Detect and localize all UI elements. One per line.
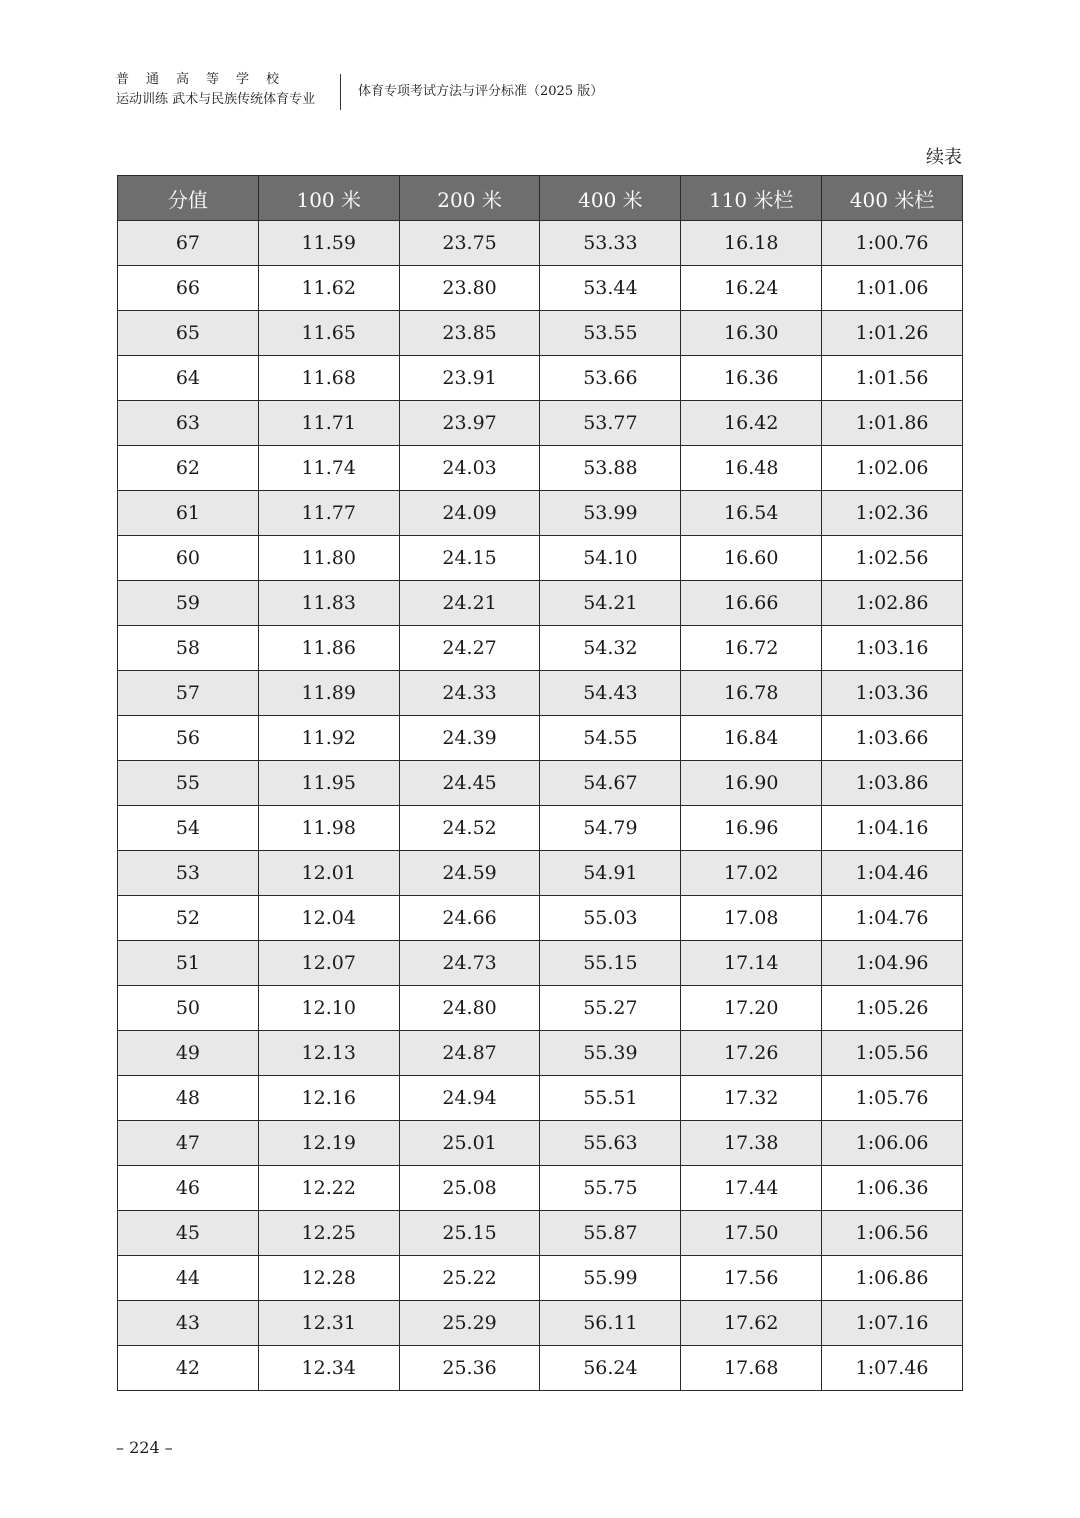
time-cell: 17.02 [681, 851, 822, 896]
time-cell: 17.56 [681, 1256, 822, 1301]
time-cell: 1:01.86 [822, 401, 963, 446]
continued-label: 续表 [926, 147, 962, 168]
time-cell: 1:03.86 [822, 761, 963, 806]
score-cell: 48 [118, 1076, 259, 1121]
score-cell: 56 [118, 716, 259, 761]
time-cell: 23.97 [399, 401, 540, 446]
time-cell: 16.54 [681, 491, 822, 536]
table-row [118, 1166, 963, 1211]
time-cell: 1:00.76 [822, 221, 963, 266]
table-row [118, 716, 963, 761]
table-row [118, 491, 963, 536]
score-cell: 62 [118, 446, 259, 491]
time-cell: 17.68 [681, 1346, 822, 1391]
time-cell: 16.66 [681, 581, 822, 626]
score-cell: 65 [118, 311, 259, 356]
time-cell: 53.33 [540, 221, 681, 266]
score-cell: 59 [118, 581, 259, 626]
time-cell: 12.13 [258, 1031, 399, 1076]
time-cell: 53.55 [540, 311, 681, 356]
time-cell: 1:02.86 [822, 581, 963, 626]
header-title: 体育专项考试方法与评分标准（2025 版） [358, 84, 604, 99]
time-cell: 16.72 [681, 626, 822, 671]
time-cell: 12.22 [258, 1166, 399, 1211]
time-cell: 11.98 [258, 806, 399, 851]
time-cell: 1:05.76 [822, 1076, 963, 1121]
time-cell: 11.92 [258, 716, 399, 761]
time-cell: 12.31 [258, 1301, 399, 1346]
score-cell: 42 [118, 1346, 259, 1391]
time-cell: 1:02.56 [822, 536, 963, 581]
time-cell: 12.34 [258, 1346, 399, 1391]
time-cell: 54.67 [540, 761, 681, 806]
time-cell: 12.10 [258, 986, 399, 1031]
time-cell: 16.30 [681, 311, 822, 356]
time-cell: 12.19 [258, 1121, 399, 1166]
time-cell: 24.21 [399, 581, 540, 626]
time-cell: 17.50 [681, 1211, 822, 1256]
time-cell: 24.73 [399, 941, 540, 986]
time-cell: 23.80 [399, 266, 540, 311]
time-cell: 55.15 [540, 941, 681, 986]
time-cell: 11.77 [258, 491, 399, 536]
time-cell: 23.91 [399, 356, 540, 401]
time-cell: 24.39 [399, 716, 540, 761]
header-line-2: 运动训练 武术与民族传统体育专业 [116, 92, 316, 107]
time-cell: 11.59 [258, 221, 399, 266]
time-cell: 24.80 [399, 986, 540, 1031]
table-row [118, 1121, 963, 1166]
time-cell: 24.27 [399, 626, 540, 671]
time-cell: 16.84 [681, 716, 822, 761]
time-cell: 12.16 [258, 1076, 399, 1121]
time-cell: 12.25 [258, 1211, 399, 1256]
time-cell: 55.63 [540, 1121, 681, 1166]
score-cell: 63 [118, 401, 259, 446]
table-row [118, 1076, 963, 1121]
time-cell: 1:03.66 [822, 716, 963, 761]
score-cell: 45 [118, 1211, 259, 1256]
time-cell: 25.01 [399, 1121, 540, 1166]
time-cell: 11.71 [258, 401, 399, 446]
score-cell: 54 [118, 806, 259, 851]
time-cell: 54.10 [540, 536, 681, 581]
time-cell: 1:07.46 [822, 1346, 963, 1391]
time-cell: 12.07 [258, 941, 399, 986]
time-cell: 53.77 [540, 401, 681, 446]
time-cell: 25.29 [399, 1301, 540, 1346]
time-cell: 17.44 [681, 1166, 822, 1211]
score-cell: 51 [118, 941, 259, 986]
table-row [118, 311, 963, 356]
table-row [118, 1031, 963, 1076]
table-row [118, 536, 963, 581]
time-cell: 25.15 [399, 1211, 540, 1256]
time-cell: 24.15 [399, 536, 540, 581]
time-cell: 11.62 [258, 266, 399, 311]
time-cell: 54.21 [540, 581, 681, 626]
time-cell: 24.33 [399, 671, 540, 716]
table-row [118, 941, 963, 986]
time-cell: 1:04.96 [822, 941, 963, 986]
time-cell: 17.26 [681, 1031, 822, 1076]
time-cell: 53.88 [540, 446, 681, 491]
column-header: 分值 [118, 176, 259, 221]
time-cell: 24.59 [399, 851, 540, 896]
time-cell: 11.89 [258, 671, 399, 716]
score-table [117, 175, 963, 1391]
table-row [118, 671, 963, 716]
time-cell: 12.04 [258, 896, 399, 941]
score-cell: 43 [118, 1301, 259, 1346]
time-cell: 11.83 [258, 581, 399, 626]
column-header: 200 米 [399, 176, 540, 221]
score-cell: 47 [118, 1121, 259, 1166]
table-row [118, 401, 963, 446]
time-cell: 54.43 [540, 671, 681, 716]
table-row [118, 221, 963, 266]
running-header-left [116, 70, 332, 110]
time-cell: 55.51 [540, 1076, 681, 1121]
time-cell: 16.18 [681, 221, 822, 266]
time-cell: 55.99 [540, 1256, 681, 1301]
time-cell: 16.42 [681, 401, 822, 446]
time-cell: 23.75 [399, 221, 540, 266]
time-cell: 16.24 [681, 266, 822, 311]
time-cell: 1:02.06 [822, 446, 963, 491]
time-cell: 55.87 [540, 1211, 681, 1256]
time-cell: 56.24 [540, 1346, 681, 1391]
time-cell: 17.38 [681, 1121, 822, 1166]
table-header-row [118, 176, 963, 221]
time-cell: 16.48 [681, 446, 822, 491]
time-cell: 25.08 [399, 1166, 540, 1211]
header-divider [340, 74, 341, 110]
time-cell: 11.68 [258, 356, 399, 401]
table-row [118, 1256, 963, 1301]
header-line-1: 普通高等学校 [116, 72, 297, 87]
time-cell: 16.78 [681, 671, 822, 716]
time-cell: 24.52 [399, 806, 540, 851]
score-cell: 57 [118, 671, 259, 716]
score-cell: 44 [118, 1256, 259, 1301]
score-cell: 67 [118, 221, 259, 266]
page-number: – 224 – [116, 1438, 173, 1457]
time-cell: 1:02.36 [822, 491, 963, 536]
time-cell: 1:05.56 [822, 1031, 963, 1076]
time-cell: 1:06.86 [822, 1256, 963, 1301]
table-row [118, 1211, 963, 1256]
table-row [118, 266, 963, 311]
column-header: 400 米 [540, 176, 681, 221]
time-cell: 11.86 [258, 626, 399, 671]
table-row [118, 581, 963, 626]
time-cell: 25.36 [399, 1346, 540, 1391]
time-cell: 11.65 [258, 311, 399, 356]
table-row [118, 761, 963, 806]
time-cell: 1:05.26 [822, 986, 963, 1031]
score-cell: 49 [118, 1031, 259, 1076]
table-row [118, 986, 963, 1031]
time-cell: 55.27 [540, 986, 681, 1031]
table-row [118, 1301, 963, 1346]
time-cell: 1:03.16 [822, 626, 963, 671]
time-cell: 55.03 [540, 896, 681, 941]
time-cell: 55.75 [540, 1166, 681, 1211]
score-cell: 61 [118, 491, 259, 536]
time-cell: 16.90 [681, 761, 822, 806]
time-cell: 53.99 [540, 491, 681, 536]
time-cell: 24.09 [399, 491, 540, 536]
time-cell: 56.11 [540, 1301, 681, 1346]
time-cell: 1:04.16 [822, 806, 963, 851]
time-cell: 24.66 [399, 896, 540, 941]
time-cell: 53.44 [540, 266, 681, 311]
table-body [118, 221, 963, 1391]
time-cell: 24.87 [399, 1031, 540, 1076]
time-cell: 54.55 [540, 716, 681, 761]
time-cell: 1:06.56 [822, 1211, 963, 1256]
score-cell: 52 [118, 896, 259, 941]
time-cell: 1:07.16 [822, 1301, 963, 1346]
score-cell: 58 [118, 626, 259, 671]
time-cell: 16.96 [681, 806, 822, 851]
column-header: 400 米栏 [822, 176, 963, 221]
table-row [118, 446, 963, 491]
table-row [118, 806, 963, 851]
column-header: 110 米栏 [681, 176, 822, 221]
time-cell: 25.22 [399, 1256, 540, 1301]
score-cell: 64 [118, 356, 259, 401]
time-cell: 1:06.36 [822, 1166, 963, 1211]
time-cell: 1:01.26 [822, 311, 963, 356]
time-cell: 17.14 [681, 941, 822, 986]
time-cell: 24.94 [399, 1076, 540, 1121]
time-cell: 1:04.46 [822, 851, 963, 896]
time-cell: 23.85 [399, 311, 540, 356]
time-cell: 24.03 [399, 446, 540, 491]
time-cell: 12.28 [258, 1256, 399, 1301]
score-cell: 50 [118, 986, 259, 1031]
time-cell: 11.95 [258, 761, 399, 806]
time-cell: 16.36 [681, 356, 822, 401]
score-cell: 46 [118, 1166, 259, 1211]
time-cell: 17.32 [681, 1076, 822, 1121]
column-header: 100 米 [258, 176, 399, 221]
time-cell: 55.39 [540, 1031, 681, 1076]
time-cell: 1:03.36 [822, 671, 963, 716]
time-cell: 12.01 [258, 851, 399, 896]
time-cell: 16.60 [681, 536, 822, 581]
table-row [118, 626, 963, 671]
time-cell: 54.32 [540, 626, 681, 671]
time-cell: 24.45 [399, 761, 540, 806]
score-cell: 55 [118, 761, 259, 806]
time-cell: 17.62 [681, 1301, 822, 1346]
time-cell: 1:01.56 [822, 356, 963, 401]
table-row [118, 356, 963, 401]
time-cell: 1:01.06 [822, 266, 963, 311]
score-cell: 53 [118, 851, 259, 896]
time-cell: 17.08 [681, 896, 822, 941]
time-cell: 53.66 [540, 356, 681, 401]
time-cell: 17.20 [681, 986, 822, 1031]
time-cell: 54.79 [540, 806, 681, 851]
score-cell: 60 [118, 536, 259, 581]
table-row [118, 851, 963, 896]
time-cell: 11.80 [258, 536, 399, 581]
time-cell: 54.91 [540, 851, 681, 896]
time-cell: 11.74 [258, 446, 399, 491]
score-cell: 66 [118, 266, 259, 311]
table-row [118, 1346, 963, 1391]
time-cell: 1:04.76 [822, 896, 963, 941]
time-cell: 1:06.06 [822, 1121, 963, 1166]
table-row [118, 896, 963, 941]
